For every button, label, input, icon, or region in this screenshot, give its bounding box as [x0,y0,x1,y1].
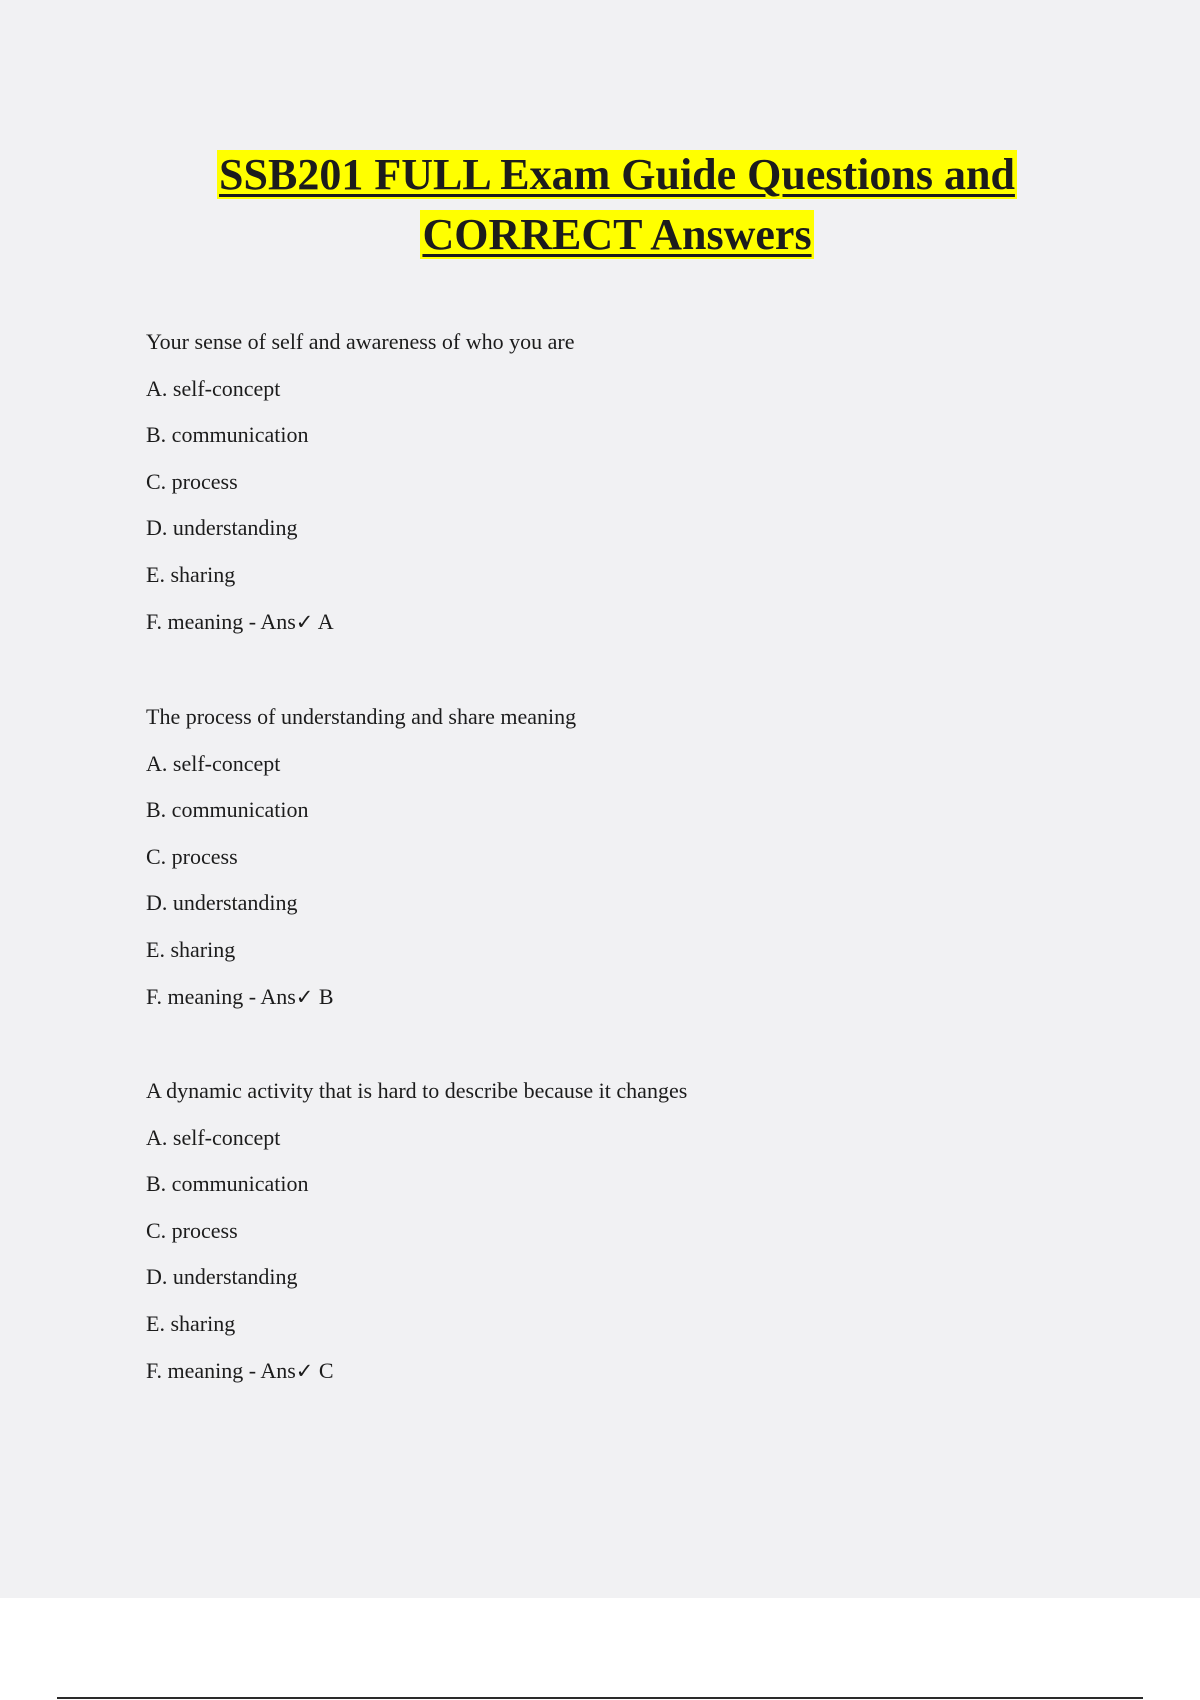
option-c: C. process [146,843,238,869]
question-prompt: Your sense of self and awareness of who you are [146,329,575,354]
option-a: A. self-concept [146,375,281,401]
option-e: E. sharing [146,561,236,587]
option-d: D. understanding [146,1264,298,1290]
option-f-with-answer [146,602,1146,649]
title-line-2: CORRECT Answers [422,210,812,259]
question-block-3 [146,1071,1146,1397]
answer-letter: B [313,983,334,1009]
option-e: E. sharing [146,936,236,962]
question-block-1 [146,322,1146,648]
answer-letter: C [313,1357,334,1383]
option-a: A. self-concept [146,1124,281,1150]
question-prompt: A dynamic activity that is hard to describe because it changes [146,1078,688,1103]
option-f: F. meaning - Ans [146,608,296,634]
option-e: E. sharing [146,1310,236,1336]
option-c: C. process [146,1217,238,1243]
option-b: B. communication [146,422,309,448]
page-title [0,145,1200,265]
check-icon: ✓ [295,1358,314,1383]
option-d: D. understanding [146,890,298,916]
question-prompt: The process of understanding and share meaning [146,704,577,729]
option-c: C. process [146,468,238,494]
question-block-2 [146,697,1146,1023]
option-f-with-answer [146,1351,1146,1398]
title-line-1: SSB201 FULL Exam Guide Questions and [219,150,1015,199]
option-b: B. communication [146,1171,309,1197]
option-a: A. self-concept [146,750,281,776]
option-f: F. meaning - Ans [146,1357,296,1383]
check-icon: ✓ [295,609,314,634]
option-f-with-answer [146,977,1146,1024]
footer-divider [57,1697,1143,1699]
option-d: D. understanding [146,515,298,541]
option-f: F. meaning - Ans [146,983,296,1009]
answer-letter: A [313,608,334,634]
check-icon: ✓ [295,984,314,1009]
option-b: B. communication [146,797,309,823]
